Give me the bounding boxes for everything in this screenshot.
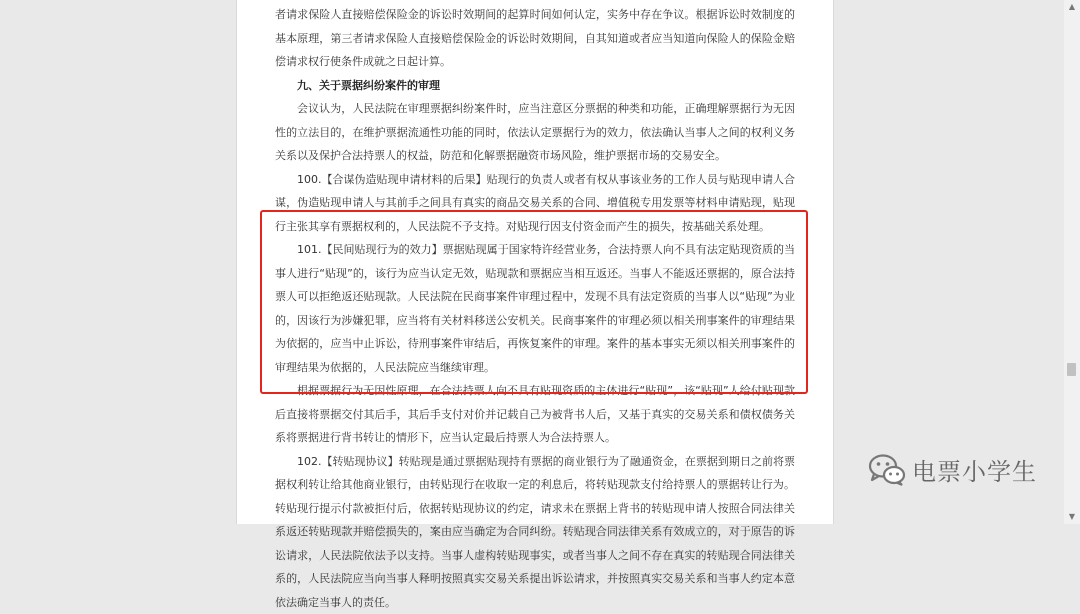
- vertical-scrollbar[interactable]: [1064, 0, 1080, 524]
- wechat-icon: [868, 453, 906, 487]
- paragraph-article-100: 100.【合谋伪造贴现申请材料的后果】贴现行的负责人或者有权从事该业务的工作人员与贴现申请人合谋，伪造贴现申请人与其前手之间具有真实的商品交易关系的合同、增值税专用发票等材料申请贴现，贴现行主张其享有票据权利的，人民法院不予支持。对贴现行因支付资金而产生的损失，按基础关系处理。: [275, 168, 795, 239]
- paragraph-prev-continuation: 者请求保险人直接赔偿保险金的诉讼时效期间的起算时间如何认定，实务中存在争议。根据诉讼时效制度的基本原理，第三者请求保险人直接赔偿保险金的诉讼时效期间，自其知道或者应当知道向保险人的保险金赔偿请求权行使条件成就之日起计算。: [275, 3, 795, 74]
- document-content: [275, 3, 795, 614]
- section-heading: 九、关于票据纠纷案件的审理: [275, 74, 795, 98]
- paragraph-article-101: 101.【民间贴现行为的效力】票据贴现属于国家特许经营业务，合法持票人向不具有法定贴现资质的当事人进行“贴现”的，该行为应当认定无效，贴现款和票据应当相互返还。当事人不能返还票据的，原合法持票人可以拒绝返还贴现款。人民法院在民商事案件审理过程中，发现不具有法定资质的当事人以“贴现”为业的，因该行为涉嫌犯罪，应当将有关材料移送公安机关。民商事案件的审理必须以相关刑事案件的审理结果为依据的，应当中止诉讼，待刑事案件审结后，再恢复案件的审理。案件的基本事实无须以相关刑事案件的审理结果为依据的，人民法院应当继续审理。: [275, 238, 795, 379]
- paragraph-article-101-principle: 根据票据行为无因性原理，在合法持票人向不具有贴现资质的主体进行“贴现”，该“贴现”人给付贴现款后直接将票据交付其后手，其后手支付对价并记载自己为被背书人后，又基于真实的交易关系和债权债务关系将票据进行背书转让的情形下，应当认定最后持票人为合法持票人。: [275, 379, 795, 450]
- scroll-down-arrow-icon[interactable]: ▼: [1064, 510, 1080, 524]
- paragraph-conference-opinion: 会议认为，人民法院在审理票据纠纷案件时，应当注意区分票据的种类和功能，正确理解票据行为无因性的立法目的，在维护票据流通性功能的同时，依法认定票据行为的效力，依法确认当事人之间的权利义务关系以及保护合法持票人的权益，防范和化解票据融资市场风险，维护票据市场的交易安全。: [275, 97, 795, 168]
- watermark: [868, 452, 1037, 487]
- watermark-text: 电票小学生: [912, 452, 1037, 487]
- scroll-up-arrow-icon[interactable]: ▲: [1064, 0, 1080, 14]
- scroll-thumb[interactable]: [1067, 363, 1076, 376]
- document-page: [236, 0, 834, 524]
- paragraph-article-102: 102.【转贴现协议】转贴现是通过票据贴现持有票据的商业银行为了融通资金，在票据到期日之前将票据权利转让给其他商业银行，由转贴现行在收取一定的利息后，将转贴现款支付给持票人的票据转让行为。转贴现行提示付款被拒付后，依据转贴现协议的约定，请求未在票据上背书的转贴现申请人按照合同法律关系返还转贴现款并赔偿损失的，案由应当确定为合同纠纷。转贴现合同法律关系有效成立的，对于原告的诉讼请求，人民法院依法予以支持。当事人虚构转贴现事实，或者当事人之间不存在真实的转贴现合同法律关系的，人民法院应当向当事人释明按照真实交易关系提出诉讼请求，并按照真实交易关系和当事人约定本意依法确定当事人的责任。: [275, 450, 795, 614]
